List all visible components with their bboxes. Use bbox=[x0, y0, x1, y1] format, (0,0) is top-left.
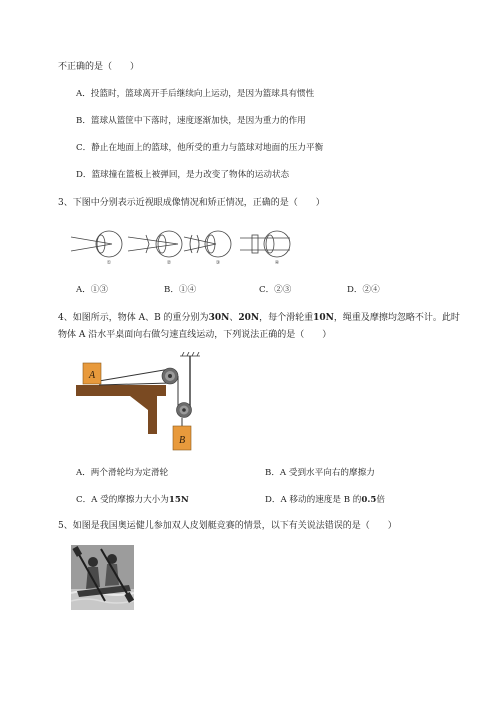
block-a bbox=[83, 363, 101, 384]
q2-option-d: D．篮球撞在篮板上被弹回，是力改变了物体的运动状态 bbox=[76, 170, 290, 180]
q3-eye-diagrams bbox=[66, 222, 296, 266]
q4-option-d: D．A 移动的速度是 B 的0.5倍 bbox=[265, 495, 385, 505]
eye-diagram-2 bbox=[128, 231, 182, 257]
q4-option-a: A．两个滑轮均为定滑轮 bbox=[76, 468, 169, 478]
q5-kayak-photo bbox=[71, 545, 134, 610]
q4-option-c: C．A 受的摩擦力大小为15N bbox=[76, 495, 189, 505]
q2-option-c: C．静止在地面上的篮球，他所受的重力与篮球对地面的压力平衡 bbox=[76, 143, 324, 153]
q2-stem-tail: 不正确的是（ ） bbox=[58, 62, 140, 72]
eye-label-1: ① bbox=[106, 260, 112, 266]
block-b bbox=[173, 426, 191, 450]
eye-diagram-4 bbox=[240, 231, 290, 257]
q5-stem: 5、如图是我国奥运健儿参加双人皮划艇竞赛的情景，以下有关说法错误的是（ ） bbox=[58, 521, 397, 531]
q3-stem: 3、下图中分别表示近视眼成像情况和矫正情况，正确的是（ ） bbox=[58, 198, 325, 208]
q2-option-b: B．篮球从篮筐中下落时，速度逐渐加快，是因为重力的作用 bbox=[76, 116, 306, 126]
eye-diagram-1 bbox=[71, 231, 122, 257]
eye-label-3: ③ bbox=[215, 260, 221, 266]
q3-option-a: A．①③ bbox=[76, 285, 108, 295]
table bbox=[76, 385, 166, 434]
q4-pulley-diagram bbox=[68, 352, 218, 454]
q3-option-c: C．②③ bbox=[259, 285, 292, 295]
block-b-label: B bbox=[178, 435, 186, 446]
eye-label-4: ④ bbox=[274, 260, 280, 266]
block-a-label: A bbox=[88, 370, 96, 381]
movable-pulley bbox=[177, 403, 192, 418]
q2-option-a: A．投篮时，篮球离开手后继续向上运动，是因为篮球具有惯性 bbox=[76, 89, 315, 99]
q3-option-b: B．①④ bbox=[164, 285, 197, 295]
q4-option-b: B．A 受到水平向右的摩擦力 bbox=[265, 468, 375, 478]
q4-stem-line2: 物体 A 沿水平桌面向右做匀速直线运动，下列说法正确的是（ ） bbox=[58, 330, 332, 340]
q4-stem-line1: 4、如图所示，物体 A、B 的重分别为30N、20N，每个滑轮重10N，绳重及摩擦均忽略不计。此时 bbox=[58, 313, 460, 323]
eye-diagram-3 bbox=[184, 231, 231, 257]
q3-option-d: D．②④ bbox=[347, 285, 380, 295]
eye-label-2: ② bbox=[166, 260, 172, 266]
fixed-pulley bbox=[162, 368, 178, 384]
